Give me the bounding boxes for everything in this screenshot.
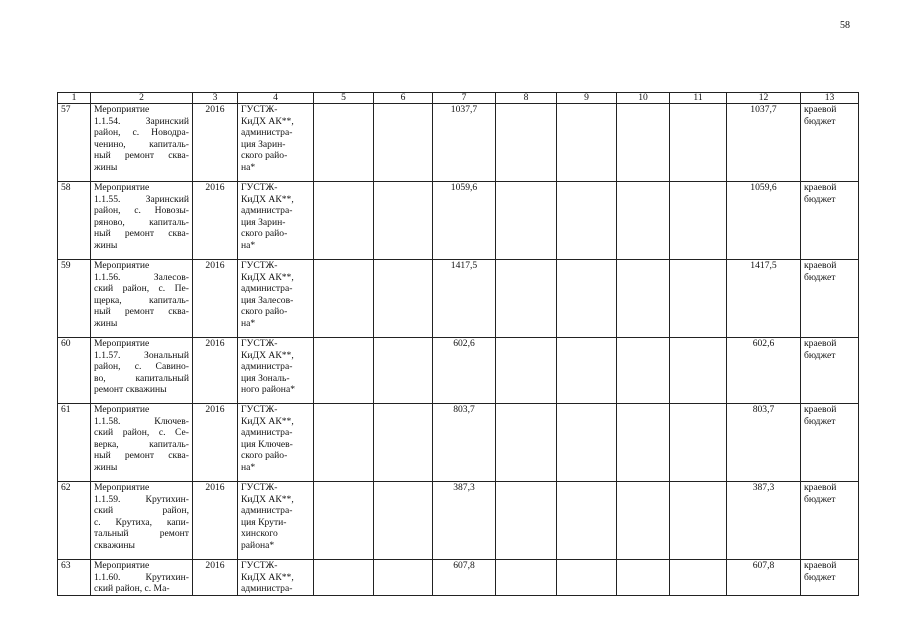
header-cell-2: 2 xyxy=(91,93,193,104)
executor-cell-line: ция Зональ- xyxy=(241,372,290,384)
row-number-cell: 61 xyxy=(58,404,91,482)
executor-cell xyxy=(238,482,314,560)
col9-cell xyxy=(557,482,617,560)
executor-cell-line: ГУСТЖ- xyxy=(241,338,278,349)
funding-source-cell xyxy=(801,260,859,338)
measure-description-cell xyxy=(91,104,193,182)
col5-cell xyxy=(314,482,374,560)
col10-cell xyxy=(617,338,670,404)
table-body xyxy=(58,93,859,596)
executor-cell-line: ГУСТЖ- xyxy=(241,404,278,415)
funding-source-cell xyxy=(801,404,859,482)
funding-source-cell-line: краевой xyxy=(804,560,837,571)
year-cell: 2016 xyxy=(193,338,238,404)
header-row xyxy=(58,93,859,104)
measure-description-cell-line: 1.1.56. Залесов- xyxy=(94,271,189,283)
col8-cell xyxy=(496,260,557,338)
measure-description-cell-line: Мероприятие xyxy=(94,338,150,349)
measure-description-cell-line: жины xyxy=(94,239,118,251)
header-cell-11: 11 xyxy=(670,93,727,104)
funding-source-cell-line: бюджет xyxy=(804,271,836,283)
page-number: 58 xyxy=(840,20,850,31)
table-row xyxy=(58,182,859,260)
col6-cell xyxy=(374,182,433,260)
funding-source-cell xyxy=(801,482,859,560)
executor-cell-line: на* xyxy=(241,317,256,329)
executor-cell xyxy=(238,182,314,260)
col6-cell xyxy=(374,104,433,182)
header-cell-5: 5 xyxy=(314,93,374,104)
year-cell: 2016 xyxy=(193,482,238,560)
col9-cell xyxy=(557,104,617,182)
header-cell-10: 10 xyxy=(617,93,670,104)
measure-description-cell-line: ский район, с. Се- xyxy=(94,427,189,439)
measure-description-cell-line: с. Крутиха, капи- xyxy=(94,516,189,528)
measure-description-cell-line: ный ремонт сква- xyxy=(94,150,189,162)
executor-cell-line: ского райо- xyxy=(241,228,288,240)
funding-source-cell-line: бюджет xyxy=(804,115,836,127)
col9-cell xyxy=(557,338,617,404)
row-number-cell: 59 xyxy=(58,260,91,338)
measure-description-cell-line: жины xyxy=(94,461,118,473)
measure-description-cell-line: верка, капиталь- xyxy=(94,438,189,450)
col6-cell xyxy=(374,260,433,338)
executor-cell-line: администра- xyxy=(241,427,293,439)
col6-cell xyxy=(374,560,433,596)
executor-cell-line: ского райо- xyxy=(241,150,288,162)
table-row xyxy=(58,404,859,482)
row-number-cell: 58 xyxy=(58,182,91,260)
funding-source-cell-line: краевой xyxy=(804,182,837,193)
funding-source-cell-line: краевой xyxy=(804,404,837,415)
col9-cell xyxy=(557,560,617,596)
executor-cell-line: ГУСТЖ- xyxy=(241,482,278,493)
row-number-cell: 57 xyxy=(58,104,91,182)
executor-cell-line: на* xyxy=(241,461,256,473)
row-number-cell: 62 xyxy=(58,482,91,560)
col10-cell xyxy=(617,104,670,182)
executor-cell-line: ция Залесов- xyxy=(241,294,294,306)
executor-cell xyxy=(238,338,314,404)
executor-cell-line: ского райо- xyxy=(241,450,288,462)
executor-cell xyxy=(238,560,314,596)
executor-cell-line: администра- xyxy=(241,283,293,295)
col8-cell xyxy=(496,482,557,560)
col10-cell xyxy=(617,182,670,260)
year-cell: 2016 xyxy=(193,560,238,596)
measure-description-cell-line: ный ремонт сква- xyxy=(94,450,189,462)
col9-cell xyxy=(557,260,617,338)
budget-table xyxy=(57,92,859,596)
measure-description-cell-line: Мероприятие xyxy=(94,482,150,493)
measure-description-cell-line: во, капитальный xyxy=(94,372,189,384)
executor-cell-line: ного района* xyxy=(241,384,295,396)
executor-cell-line: ского райо- xyxy=(241,306,288,318)
header-cell-9: 9 xyxy=(557,93,617,104)
executor-cell-line: ГУСТЖ- xyxy=(241,560,278,571)
funding-source-cell xyxy=(801,338,859,404)
col11-cell xyxy=(670,404,727,482)
measure-description-cell xyxy=(91,182,193,260)
col6-cell xyxy=(374,482,433,560)
col8-cell xyxy=(496,560,557,596)
col10-cell xyxy=(617,404,670,482)
year-cell: 2016 xyxy=(193,182,238,260)
measure-description-cell-line: Мероприятие xyxy=(94,182,150,193)
col9-cell xyxy=(557,404,617,482)
measure-description-cell-line: ский район, xyxy=(94,505,189,517)
col5-cell xyxy=(314,560,374,596)
amount-col7-cell: 602,6 xyxy=(433,338,496,404)
measure-description-cell-line: 1.1.59. Крутихин- xyxy=(94,493,189,505)
executor-cell xyxy=(238,104,314,182)
executor-cell-line: КиДХ АК**, xyxy=(241,193,294,205)
funding-source-cell xyxy=(801,182,859,260)
executor-cell-line: КиДХ АК**, xyxy=(241,349,294,361)
header-cell-8: 8 xyxy=(496,93,557,104)
amount-col7-cell: 803,7 xyxy=(433,404,496,482)
amount-col12-cell: 1037,7 xyxy=(727,104,801,182)
amount-col12-cell: 607,8 xyxy=(727,560,801,596)
amount-col7-cell: 1417,5 xyxy=(433,260,496,338)
executor-cell-line: администра- xyxy=(241,205,293,217)
header-cell-3: 3 xyxy=(193,93,238,104)
executor-cell-line: ция Зарин- xyxy=(241,216,286,228)
col8-cell xyxy=(496,104,557,182)
executor-cell-line: хинского xyxy=(241,528,278,540)
measure-description-cell-line: ский район, с. Пе- xyxy=(94,283,189,295)
executor-cell xyxy=(238,260,314,338)
col9-cell xyxy=(557,182,617,260)
measure-description-cell-line: тальный ремонт xyxy=(94,528,189,540)
col5-cell xyxy=(314,182,374,260)
measure-description-cell-line: район, с. Савино- xyxy=(94,361,189,373)
col5-cell xyxy=(314,338,374,404)
measure-description-cell xyxy=(91,404,193,482)
year-cell: 2016 xyxy=(193,260,238,338)
header-cell-12: 12 xyxy=(727,93,801,104)
header-cell-4: 4 xyxy=(238,93,314,104)
measure-description-cell-line: ский район, с. Ма- xyxy=(94,583,170,595)
header-cell-1: 1 xyxy=(58,93,91,104)
measure-description-cell-line: Мероприятие xyxy=(94,260,150,271)
executor-cell-line: ция Ключев- xyxy=(241,438,293,450)
measure-description-cell-line: Мероприятие xyxy=(94,560,150,571)
col8-cell xyxy=(496,338,557,404)
measure-description-cell-line: Мероприятие xyxy=(94,404,150,415)
measure-description-cell-line: ный ремонт сква- xyxy=(94,306,189,318)
executor-cell-line: КиДХ АК**, xyxy=(241,271,294,283)
executor-cell-line: ГУСТЖ- xyxy=(241,104,278,115)
executor-cell-line: на* xyxy=(241,239,256,251)
measure-description-cell xyxy=(91,560,193,596)
executor-cell-line: ция Зарин- xyxy=(241,138,286,150)
measure-description-cell-line: 1.1.60. Крутихин- xyxy=(94,571,189,583)
executor-cell-line: КиДХ АК**, xyxy=(241,415,294,427)
measure-description-cell xyxy=(91,260,193,338)
measure-description-cell-line: 1.1.54. Заринский xyxy=(94,115,189,127)
measure-description-cell-line: 1.1.55. Заринский xyxy=(94,193,189,205)
executor-cell-line: КиДХ АК**, xyxy=(241,115,294,127)
measure-description-cell-line: скважины xyxy=(94,539,135,551)
funding-source-cell-line: краевой xyxy=(804,104,837,115)
col10-cell xyxy=(617,482,670,560)
amount-col7-cell: 387,3 xyxy=(433,482,496,560)
year-cell: 2016 xyxy=(193,404,238,482)
measure-description-cell-line: ремонт скважины xyxy=(94,384,167,396)
funding-source-cell-line: краевой xyxy=(804,482,837,493)
measure-description-cell-line: 1.1.57. Зональный xyxy=(94,349,189,361)
amount-col12-cell: 1417,5 xyxy=(727,260,801,338)
measure-description-cell-line: жины xyxy=(94,161,118,173)
amount-col7-cell: 1059,6 xyxy=(433,182,496,260)
col11-cell xyxy=(670,104,727,182)
year-cell: 2016 xyxy=(193,104,238,182)
executor-cell-line: администра- xyxy=(241,361,293,373)
executor-cell-line: ГУСТЖ- xyxy=(241,260,278,271)
col5-cell xyxy=(314,104,374,182)
funding-source-cell-line: бюджет xyxy=(804,349,836,361)
table-row xyxy=(58,482,859,560)
amount-col12-cell: 387,3 xyxy=(727,482,801,560)
measure-description-cell-line: район, с. Новозы- xyxy=(94,205,189,217)
col11-cell xyxy=(670,482,727,560)
executor-cell-line: администра- xyxy=(241,127,293,139)
executor-cell xyxy=(238,404,314,482)
col11-cell xyxy=(670,338,727,404)
measure-description-cell-line: жины xyxy=(94,317,118,329)
executor-cell-line: КиДХ АК**, xyxy=(241,571,294,583)
row-number-cell: 60 xyxy=(58,338,91,404)
row-number-cell: 63 xyxy=(58,560,91,596)
funding-source-cell xyxy=(801,560,859,596)
col5-cell xyxy=(314,260,374,338)
funding-source-cell-line: бюджет xyxy=(804,193,836,205)
funding-source-cell-line: бюджет xyxy=(804,571,836,583)
col11-cell xyxy=(670,182,727,260)
amount-col7-cell: 607,8 xyxy=(433,560,496,596)
funding-source-cell-line: краевой xyxy=(804,338,837,349)
funding-source-cell-line: бюджет xyxy=(804,493,836,505)
header-cell-13: 13 xyxy=(801,93,859,104)
amount-col12-cell: 602,6 xyxy=(727,338,801,404)
measure-description-cell xyxy=(91,338,193,404)
header-cell-7: 7 xyxy=(433,93,496,104)
executor-cell-line: района* xyxy=(241,539,275,551)
col10-cell xyxy=(617,260,670,338)
header-cell-6: 6 xyxy=(374,93,433,104)
col10-cell xyxy=(617,560,670,596)
measure-description-cell xyxy=(91,482,193,560)
measure-description-cell-line: ный ремонт сква- xyxy=(94,228,189,240)
measure-description-cell-line: ряново, капиталь- xyxy=(94,216,189,228)
executor-cell-line: ция Крути- xyxy=(241,516,287,528)
executor-cell-line: администра- xyxy=(241,583,293,595)
funding-source-cell-line: краевой xyxy=(804,260,837,271)
table-row xyxy=(58,560,859,596)
funding-source-cell xyxy=(801,104,859,182)
col8-cell xyxy=(496,404,557,482)
col5-cell xyxy=(314,404,374,482)
funding-source-cell-line: бюджет xyxy=(804,415,836,427)
measure-description-cell-line: Мероприятие xyxy=(94,104,150,115)
table-row xyxy=(58,260,859,338)
col6-cell xyxy=(374,404,433,482)
amount-col12-cell: 803,7 xyxy=(727,404,801,482)
col11-cell xyxy=(670,260,727,338)
executor-cell-line: администра- xyxy=(241,505,293,517)
amount-col12-cell: 1059,6 xyxy=(727,182,801,260)
col11-cell xyxy=(670,560,727,596)
measure-description-cell-line: 1.1.58. Ключев- xyxy=(94,415,189,427)
measure-description-cell-line: ченино, капиталь- xyxy=(94,138,189,150)
table-row xyxy=(58,104,859,182)
measure-description-cell-line: щерка, капиталь- xyxy=(94,294,189,306)
measure-description-cell-line: район, с. Новодра- xyxy=(94,127,189,139)
table-row xyxy=(58,338,859,404)
amount-col7-cell: 1037,7 xyxy=(433,104,496,182)
col6-cell xyxy=(374,338,433,404)
col8-cell xyxy=(496,182,557,260)
executor-cell-line: на* xyxy=(241,161,256,173)
executor-cell-line: ГУСТЖ- xyxy=(241,182,278,193)
executor-cell-line: КиДХ АК**, xyxy=(241,493,294,505)
